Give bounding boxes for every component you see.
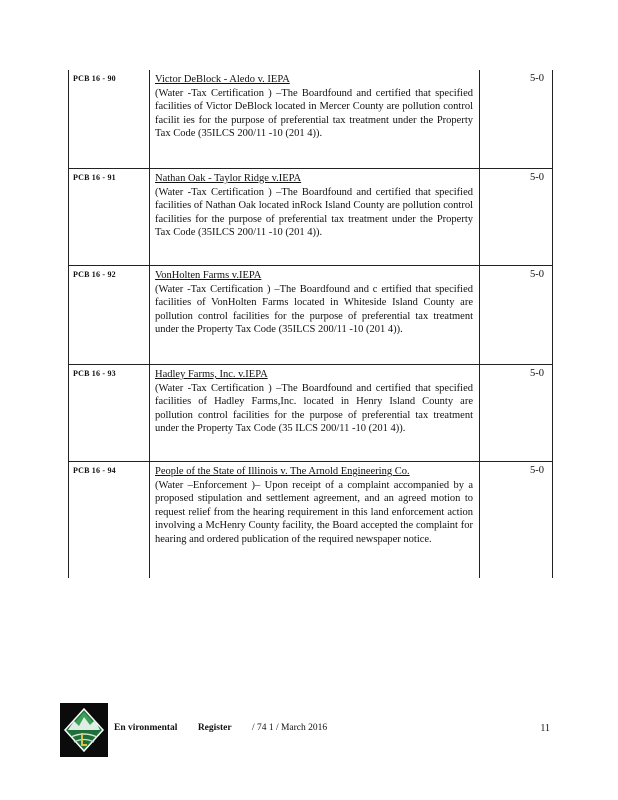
case-number: PCB 16 - 93 [73,369,116,378]
table-row [69,266,552,365]
case-cell [149,169,480,265]
case-number: PCB 16 - 90 [73,74,116,83]
page-number: 11 [540,723,550,734]
case-cell [149,462,480,578]
table-row [69,462,552,578]
case-title: People of the State of Illinois v. The Arnold Engineering Co. [155,466,410,477]
publication-register: Register [197,723,232,733]
table-row [69,169,552,266]
case-description: (Water –Enforcement )– Upon receipt of a complaint accompanied by a proposed stipulation and settlement agreement, and an agreed motion to request relief from the hearing requirement in this land enforcement action involving a McHenry County facility, the Board accepted the complaint for hearing and ordered publication of the required newspaper notice. [155,479,473,545]
case-cell [149,266,480,364]
case-description: (Water -Tax Certification ) –The Boardfound and certified that specified facilities of Nathan Oak located inRock Island County are pollution control facilities for the purpose of preferential tax treatment under the Property Tax Code (35ILCS 200/11 -10 (201 4)). [155,186,473,239]
vote-count: 5-0 [530,465,544,476]
case-title: Nathan Oak - Taylor Ridge v.IEPA [155,173,302,184]
table-row [69,70,552,169]
case-cell [149,365,480,461]
case-description: (Water -Tax Certification ) –The Boardfound and c ertified that specified facilities of VonHolten Farms located in Whiteside Island County are pollution control facilities for the purpose of preferential tax treatment under the Property Tax Code (35ILCS 200/11 -10 (201 4)). [155,283,473,336]
vote-count: 5-0 [530,269,544,280]
case-description: (Water -Tax Certification ) –The Boardfound and certified that specified facilities of Victor DeBlock located in Mercer County are pollution control facilit ies for the purpose of preferential tax treatment under the Property Tax Code (35ILCS 200/11 -10 (201 4)). [155,87,473,140]
case-cell [149,70,480,168]
environmental-register-logo-icon [60,703,108,757]
table-row [69,365,552,462]
case-title: VonHolten Farms v.IEPA [155,270,262,281]
case-title: Victor DeBlock - Aledo v. IEPA [155,74,290,85]
case-description: (Water -Tax Certification ) –The Boardfound and certified that specified facilities of Hadley Farms,Inc. located in Henry Island County are pollution control facilities for the purpose of preferential tax treatment under the Property Tax Code (35 ILCS 200/11 -10 (201 4)). [155,382,473,435]
issue-info: / 74 1 / March 2016 [251,723,328,733]
case-title: Hadley Farms, Inc. v.IEPA [155,369,268,380]
case-number: PCB 16 - 92 [73,270,116,279]
vote-count: 5-0 [530,172,544,183]
vote-count: 5-0 [530,73,544,84]
case-table [68,70,553,578]
vote-count: 5-0 [530,368,544,379]
publication-name: En vironmental [114,723,178,733]
footer-text [114,723,345,733]
case-number: PCB 16 - 94 [73,466,116,475]
page-footer [60,703,550,757]
case-number: PCB 16 - 91 [73,173,116,182]
